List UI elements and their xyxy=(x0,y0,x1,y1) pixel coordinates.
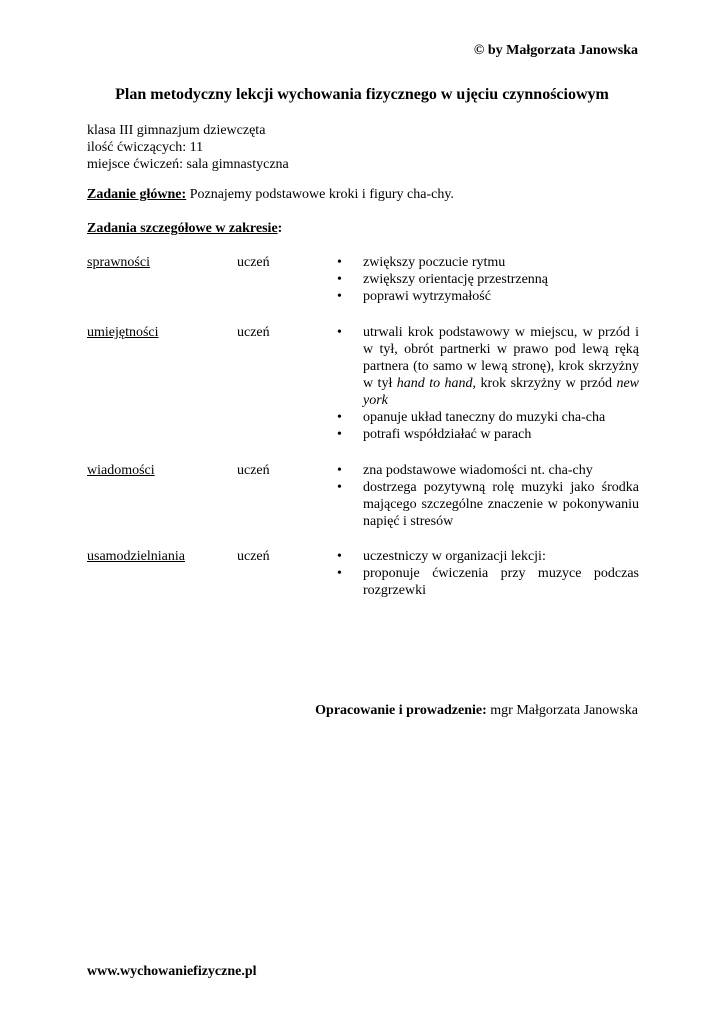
bullet-icon: • xyxy=(337,549,342,564)
main-task-text: Poznajemy podstawowe kroki i figury cha-chy. xyxy=(186,187,454,202)
list-item xyxy=(337,462,639,479)
task-list xyxy=(337,324,639,443)
task-subject: uczeń xyxy=(237,549,270,564)
meta-participants: ilość ćwiczących: 11 xyxy=(87,140,204,155)
task-area: sprawności xyxy=(87,255,150,270)
task-list xyxy=(337,548,639,599)
bullet-icon: • xyxy=(337,255,342,270)
task-area: wiadomości xyxy=(87,463,155,478)
signature xyxy=(315,702,638,719)
list-item-text: poprawi wytrzymałość xyxy=(363,289,491,304)
list-item-text: utrwali krok podstawowy w miejscu, w przód i w tył, obrót partnerki w prawo pod lewą ręką partnera (to samo w lewą stronę), krok skrzyżny w tył xyxy=(363,325,639,391)
copyright-notice: © by Małgorzata Janowska xyxy=(473,43,638,58)
list-item-text: krok skrzyżny w przód xyxy=(476,376,617,391)
list-item-text: potrafi współdziałać w parach xyxy=(363,427,532,442)
detailed-tasks-heading-text: Zadania szczegółowe w zakresie xyxy=(87,221,278,236)
main-task-label: Zadanie główne: xyxy=(87,187,187,202)
bullet-icon: • xyxy=(337,289,342,304)
list-item-text: proponuje ćwiczenia przy muzyce podczas rozgrzewki xyxy=(363,566,639,598)
list-item-text: opanuje układ taneczny do muzyki cha-cha xyxy=(363,410,606,425)
lesson-meta xyxy=(87,122,289,173)
task-list xyxy=(337,462,639,530)
bullet-icon: • xyxy=(337,427,342,442)
footer-url: www.wychowaniefizyczne.pl xyxy=(87,964,257,979)
detailed-tasks-heading xyxy=(87,220,282,237)
list-item xyxy=(337,548,639,565)
list-item xyxy=(337,565,639,599)
task-subject: uczeń xyxy=(237,463,270,478)
task-area: usamodzielniania xyxy=(87,549,185,564)
meta-class: klasa III gimnazjum dziewczęta xyxy=(87,123,266,138)
signature-name: mgr Małgorzata Janowska xyxy=(486,703,638,718)
main-task xyxy=(87,186,454,203)
task-subject: uczeń xyxy=(237,255,270,270)
bullet-icon: • xyxy=(337,325,342,340)
list-item xyxy=(337,324,639,409)
signature-label: Opracowanie i prowadzenie: xyxy=(315,703,487,718)
list-item xyxy=(337,479,639,530)
task-subject: uczeń xyxy=(237,325,270,340)
bullet-icon: • xyxy=(337,566,342,581)
bullet-icon: • xyxy=(337,410,342,425)
list-item xyxy=(337,426,639,443)
bullet-icon: • xyxy=(337,463,342,478)
list-item xyxy=(337,409,639,426)
list-item-italic: new york xyxy=(363,376,640,408)
task-area: umiejętności xyxy=(87,325,159,340)
list-item-italic: hand to hand, xyxy=(396,376,477,391)
bullet-icon: • xyxy=(337,480,342,495)
list-item-text: zwiększy orientację przestrzenną xyxy=(363,272,549,287)
list-item-text: zwiększy poczucie rytmu xyxy=(363,255,506,270)
list-item-text: zna podstawowe wiadomości nt. cha-chy xyxy=(363,463,593,478)
list-item-text: dostrzega pozytywną rolę muzyki jako środka mającego szczególne znaczenie w pokonywaniu napięć i stresów xyxy=(363,480,639,529)
detailed-tasks-heading-colon: : xyxy=(277,221,283,236)
list-item xyxy=(337,254,639,271)
bullet-icon: • xyxy=(337,272,342,287)
meta-location: miejsce ćwiczeń: sala gimnastyczna xyxy=(87,157,289,172)
list-item xyxy=(337,271,639,288)
list-item-text: uczestniczy w organizacji lekcji: xyxy=(363,549,546,564)
task-list xyxy=(337,254,639,305)
list-item xyxy=(337,288,639,305)
page-title: Plan metodyczny lekcji wychowania fizycznego w ujęciu czynnościowym xyxy=(115,86,609,103)
